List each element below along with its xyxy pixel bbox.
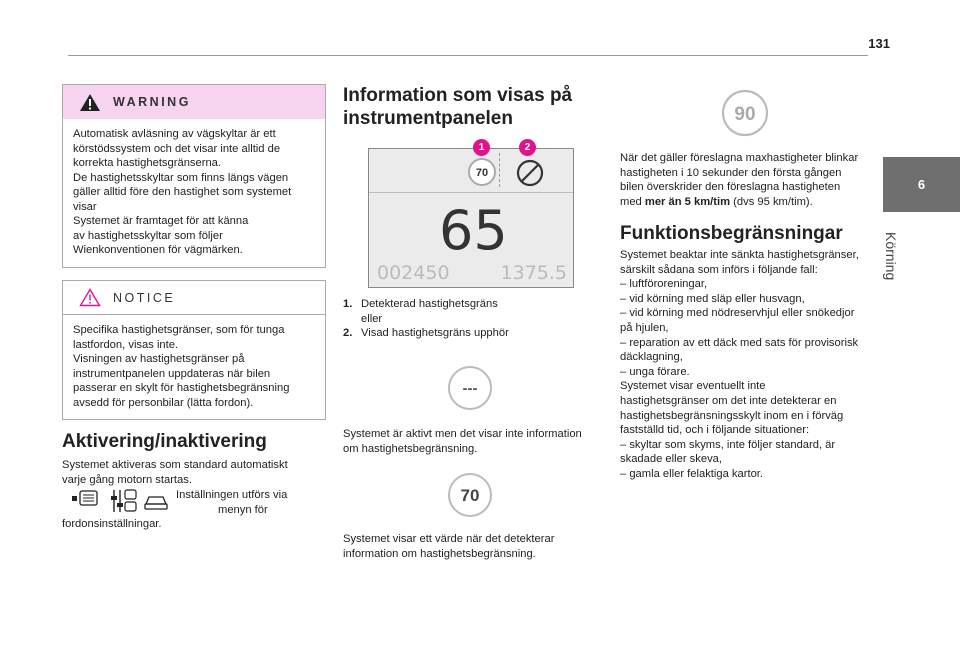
notice-line: avsedd för personbilar (lätta fordon). — [73, 396, 254, 409]
suggested-line — [620, 195, 858, 210]
limitations-line: – vid körning med släp eller husvagn, — [620, 292, 805, 305]
warning-line: av hastighetsskyltar som följer — [73, 229, 223, 242]
notice-line: Visningen av hastighetsgränser på — [73, 353, 245, 365]
speed-readout: 65 — [439, 199, 508, 262]
divider — [369, 192, 573, 193]
warning-line: gäller alltid före den hastighet som systemet — [73, 186, 292, 198]
trip-readout: 1375.5 — [500, 262, 567, 284]
limitations-line: på hjulen, — [620, 321, 669, 334]
callout-badge-1: 1 — [473, 139, 490, 156]
limitations-text — [620, 248, 859, 482]
warning-line: körstödssystem och det visar inte alltid de — [73, 142, 281, 155]
settings-sliders-icon — [111, 490, 136, 512]
no-info-line: Systemet är aktivt men det visar inte information — [343, 428, 582, 440]
list-text: Visad hastighetsgräns upphör — [361, 327, 509, 340]
limitations-line: skadade eller skeva, — [620, 453, 722, 466]
notice-box — [62, 280, 326, 420]
notice-line: instrumentpanelen uppdateras när bilen — [73, 367, 271, 380]
warning-line: Wienkonventionen för vägmärken. — [73, 244, 243, 256]
header-rule — [68, 55, 868, 56]
cluster-sign-value: 70 — [475, 167, 489, 179]
sign-90-text: 90 — [734, 104, 756, 125]
speed-90-sign-icon — [720, 88, 770, 138]
chapter-number: 6 — [917, 177, 926, 192]
suggested-bold: mer än 5 km/tim — [644, 195, 731, 208]
list-item — [343, 326, 509, 341]
limitations-line: särskilt sådana som införs i följande fall: — [620, 263, 818, 276]
suggested-line: bilen överskrider den föreslagna hastigheten — [620, 181, 841, 194]
sign-70-text: 70 — [460, 486, 480, 505]
notice-body — [63, 315, 325, 419]
limitations-line: – gamla eller felaktiga kartor. — [620, 467, 764, 480]
activation-menu-end: fordonsinställningar. — [62, 518, 162, 530]
no-info-text — [343, 427, 582, 456]
activation-line: Systemet aktiveras som standard automatiskt — [62, 459, 288, 471]
limitations-line: – luftföroreningar, — [620, 278, 708, 291]
limitations-line: hastighetsbegränsningsskylt inom en i förväg — [620, 409, 844, 422]
notice-line: lastfordon, visas inte. — [73, 338, 179, 351]
suggested-post: (dvs 95 km/tim). — [730, 195, 813, 208]
warning-body — [63, 119, 325, 267]
notice-warning-icon — [79, 288, 101, 307]
speed-limit-sign-icon — [467, 157, 497, 187]
settings-menu-icons — [70, 488, 170, 514]
list-item — [343, 297, 509, 312]
warning-title: WARNING — [113, 95, 191, 109]
notice-title: NOTICE — [113, 290, 176, 305]
activation-menu-line: Inställningen utförs via — [176, 489, 288, 501]
suggested-line: När det gäller föreslagna maxhastigheter blinkar — [620, 152, 859, 164]
activation-menu-line: menyn för — [218, 503, 268, 516]
chapter-tab[interactable] — [883, 157, 960, 212]
limitations-line: hastighetsgränser om det inte detekterar en — [620, 394, 837, 407]
sign-70-line: information om hastighetsbegränsning. — [343, 547, 536, 560]
sign-70-line: Systemet visar ett värde när det detekterar — [343, 533, 555, 545]
limitations-line: – skyltar som skyms, inte följer standard, är — [620, 438, 836, 451]
no-info-line: om hastighetsbegränsning. — [343, 442, 478, 455]
list-number: 2. — [343, 327, 353, 340]
car-icon — [145, 497, 167, 509]
warning-line: De hastighetsskyltar som finns längs vägen — [73, 171, 289, 184]
list-item-continuation: eller — [361, 312, 383, 325]
list-number: 1. — [343, 298, 353, 310]
activation-paragraph — [62, 458, 288, 487]
limitations-line: – unga förare. — [620, 365, 690, 378]
screen-icon — [72, 491, 97, 505]
limit-end-icon — [515, 158, 545, 188]
divider — [499, 153, 500, 187]
warning-box — [62, 84, 326, 268]
limitations-line: – vid körning med nödreservhjul eller snökedjor — [620, 307, 855, 320]
limitations-line: Systemet visar eventuellt inte — [620, 380, 766, 393]
dash-sign-text: --- — [462, 380, 478, 397]
warning-icon — [79, 93, 101, 112]
info-heading — [343, 84, 572, 130]
warning-line: visar — [73, 200, 97, 213]
callout-list — [343, 297, 509, 341]
activation-menu-text — [176, 488, 287, 517]
suggested-speed-text — [620, 151, 858, 209]
notice-header — [63, 281, 325, 315]
warning-header — [63, 85, 325, 119]
suggested-line: hastigheten i 10 sekunder den första gången — [620, 166, 842, 179]
limitations-heading: Funktionsbegränsningar — [620, 223, 843, 244]
limitations-line: – reparation av ett däck med sats för provisorisk — [620, 336, 859, 349]
odometer-readout: 002450 — [377, 262, 450, 284]
activation-line: varje gång motorn startas. — [62, 473, 192, 486]
page-number: 131 — [868, 36, 890, 51]
activation-heading: Aktivering/inaktivering — [62, 431, 267, 452]
speed-70-sign-icon — [447, 472, 493, 518]
suggested-pre: med — [620, 195, 645, 208]
warning-line: Systemet är framtaget för att känna — [73, 215, 249, 227]
list-text: Detekterad hastighetsgräns — [361, 298, 498, 310]
notice-line: Specifika hastighetsgränser, som för tunga — [73, 324, 285, 336]
info-heading-line: Information som visas på — [343, 85, 573, 106]
no-info-sign-icon — [447, 365, 493, 411]
info-heading-line: instrumentpanelen — [343, 108, 513, 129]
chapter-title: Körning — [883, 232, 899, 281]
notice-line: passerar en skylt för hastighetsbegränsning — [73, 382, 290, 394]
limitations-line: fastställd tid, och i följande situationer: — [620, 424, 810, 437]
limitations-line: däcklagning, — [620, 351, 683, 364]
sign-70-description — [343, 532, 554, 561]
warning-line: Automatisk avläsning av vägskyltar är ett — [73, 128, 276, 140]
instrument-panel-illustration — [368, 148, 574, 288]
limitations-line: Systemet beaktar inte sänkta hastighetsgränser, — [620, 249, 859, 261]
callout-badge-2: 2 — [519, 139, 536, 156]
warning-line: korrekta hastighetsgränserna. — [73, 157, 222, 169]
